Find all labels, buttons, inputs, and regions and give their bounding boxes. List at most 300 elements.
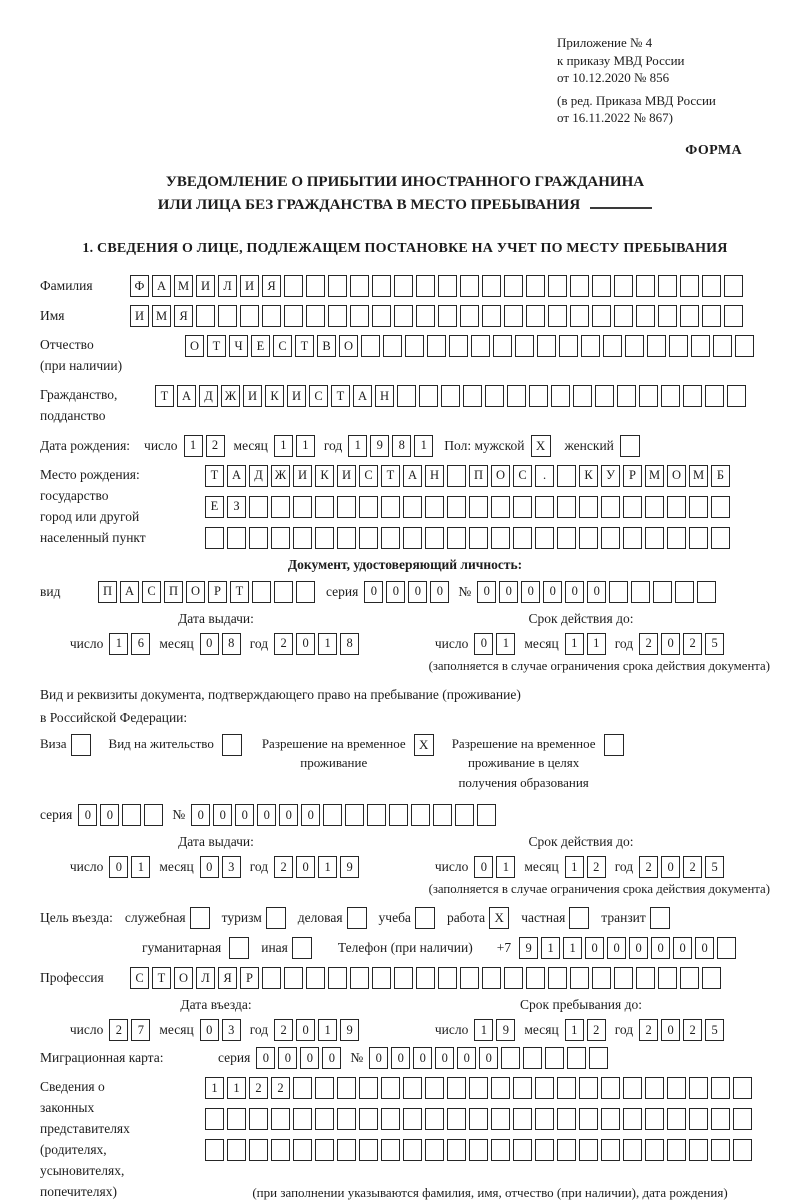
form-cell[interactable]	[411, 804, 430, 826]
form-cell[interactable]	[447, 527, 466, 549]
form-cell[interactable]: О	[491, 465, 510, 487]
form-cell[interactable]	[416, 275, 435, 297]
form-cell[interactable]: 0	[100, 804, 119, 826]
form-cell[interactable]	[535, 1139, 554, 1161]
form-cell[interactable]: А	[120, 581, 139, 603]
form-cell[interactable]	[557, 496, 576, 518]
purpose-study-checkbox[interactable]	[415, 907, 435, 929]
form-cell[interactable]	[645, 1139, 664, 1161]
form-cell[interactable]: 0	[499, 581, 518, 603]
form-cell[interactable]	[557, 1077, 576, 1099]
form-cell[interactable]: 0	[474, 856, 493, 878]
form-cell[interactable]	[573, 385, 592, 407]
form-cell[interactable]: С	[130, 967, 149, 989]
form-cell[interactable]	[609, 581, 628, 603]
form-cell[interactable]	[689, 527, 708, 549]
form-cell[interactable]	[394, 275, 413, 297]
form-cell[interactable]	[359, 527, 378, 549]
form-cell[interactable]	[623, 1077, 642, 1099]
form-cell[interactable]	[469, 496, 488, 518]
form-cell[interactable]	[711, 527, 730, 549]
form-cell[interactable]	[372, 967, 391, 989]
form-cell[interactable]	[416, 967, 435, 989]
purpose-work-checkbox[interactable]: X	[489, 907, 509, 929]
form-cell[interactable]: 9	[519, 937, 538, 959]
form-cell[interactable]	[601, 527, 620, 549]
form-cell[interactable]	[614, 967, 633, 989]
form-cell[interactable]: М	[689, 465, 708, 487]
form-cell[interactable]	[667, 527, 686, 549]
form-cell[interactable]	[296, 581, 315, 603]
form-cell[interactable]	[477, 804, 496, 826]
form-cell[interactable]	[249, 496, 268, 518]
form-cell[interactable]	[350, 967, 369, 989]
form-cell[interactable]: 2	[683, 856, 702, 878]
form-cell[interactable]	[733, 1108, 752, 1130]
form-cell[interactable]	[727, 385, 746, 407]
form-cell[interactable]	[482, 967, 501, 989]
form-cell[interactable]	[713, 335, 732, 357]
form-cell[interactable]: 0	[369, 1047, 388, 1069]
form-cell[interactable]	[205, 1108, 224, 1130]
form-cell[interactable]: И	[243, 385, 262, 407]
form-cell[interactable]	[405, 335, 424, 357]
form-cell[interactable]: 2	[683, 1019, 702, 1041]
visa-checkbox[interactable]	[71, 734, 91, 756]
form-cell[interactable]: 0	[191, 804, 210, 826]
form-cell[interactable]: 1	[565, 1019, 584, 1041]
form-cell[interactable]: 2	[639, 633, 658, 655]
form-cell[interactable]	[205, 527, 224, 549]
form-cell[interactable]	[249, 527, 268, 549]
form-cell[interactable]: 0	[200, 856, 219, 878]
form-cell[interactable]: 1	[318, 633, 337, 655]
form-cell[interactable]	[425, 1077, 444, 1099]
form-cell[interactable]: 2	[109, 1019, 128, 1041]
form-cell[interactable]: Т	[331, 385, 350, 407]
form-cell[interactable]	[425, 1108, 444, 1130]
form-cell[interactable]	[337, 496, 356, 518]
form-cell[interactable]	[345, 804, 364, 826]
form-cell[interactable]: 8	[222, 633, 241, 655]
form-cell[interactable]	[359, 1139, 378, 1161]
form-cell[interactable]: Ж	[271, 465, 290, 487]
form-cell[interactable]	[447, 1139, 466, 1161]
form-cell[interactable]	[359, 1077, 378, 1099]
form-cell[interactable]: 0	[301, 804, 320, 826]
form-cell[interactable]	[491, 527, 510, 549]
form-cell[interactable]: 1	[565, 856, 584, 878]
form-cell[interactable]	[306, 275, 325, 297]
form-cell[interactable]: 1	[109, 633, 128, 655]
form-cell[interactable]: 0	[279, 804, 298, 826]
form-cell[interactable]	[403, 1108, 422, 1130]
form-cell[interactable]	[447, 496, 466, 518]
form-cell[interactable]	[535, 1077, 554, 1099]
form-cell[interactable]	[501, 1047, 520, 1069]
form-cell[interactable]	[523, 1047, 542, 1069]
purpose-private-checkbox[interactable]	[569, 907, 589, 929]
form-cell[interactable]	[579, 1139, 598, 1161]
form-cell[interactable]: 0	[322, 1047, 341, 1069]
form-cell[interactable]: 9	[370, 435, 389, 457]
form-cell[interactable]	[711, 496, 730, 518]
form-cell[interactable]	[551, 385, 570, 407]
form-cell[interactable]	[581, 335, 600, 357]
sex-female-checkbox[interactable]	[620, 435, 640, 457]
form-cell[interactable]	[491, 496, 510, 518]
form-cell[interactable]: 0	[651, 937, 670, 959]
form-cell[interactable]: 1	[184, 435, 203, 457]
form-cell[interactable]	[636, 305, 655, 327]
form-cell[interactable]	[623, 527, 642, 549]
form-cell[interactable]	[469, 1139, 488, 1161]
form-cell[interactable]: 0	[587, 581, 606, 603]
form-cell[interactable]	[614, 275, 633, 297]
form-cell[interactable]: Т	[230, 581, 249, 603]
form-cell[interactable]	[702, 967, 721, 989]
form-cell[interactable]: О	[186, 581, 205, 603]
form-cell[interactable]	[306, 305, 325, 327]
form-cell[interactable]	[293, 1077, 312, 1099]
form-cell[interactable]: О	[174, 967, 193, 989]
form-cell[interactable]: Л	[196, 967, 215, 989]
form-cell[interactable]: И	[287, 385, 306, 407]
form-cell[interactable]: 0	[673, 937, 692, 959]
form-cell[interactable]: П	[164, 581, 183, 603]
form-cell[interactable]: А	[227, 465, 246, 487]
form-cell[interactable]	[645, 496, 664, 518]
form-cell[interactable]	[675, 581, 694, 603]
form-cell[interactable]: 1	[274, 435, 293, 457]
form-cell[interactable]	[227, 1108, 246, 1130]
form-cell[interactable]: 2	[274, 856, 293, 878]
form-cell[interactable]: 0	[695, 937, 714, 959]
form-cell[interactable]	[389, 804, 408, 826]
form-cell[interactable]: 9	[340, 856, 359, 878]
form-cell[interactable]: 0	[256, 1047, 275, 1069]
form-cell[interactable]	[645, 1108, 664, 1130]
form-cell[interactable]	[689, 1108, 708, 1130]
form-cell[interactable]	[724, 275, 743, 297]
purpose-humanitarian-checkbox[interactable]	[229, 937, 249, 959]
form-cell[interactable]: 0	[213, 804, 232, 826]
form-cell[interactable]: Т	[295, 335, 314, 357]
form-cell[interactable]: Т	[207, 335, 226, 357]
form-cell[interactable]: В	[317, 335, 336, 357]
form-cell[interactable]	[122, 804, 141, 826]
form-cell[interactable]: 0	[235, 804, 254, 826]
form-cell[interactable]: Т	[152, 967, 171, 989]
form-cell[interactable]	[240, 305, 259, 327]
form-cell[interactable]	[383, 335, 402, 357]
form-cell[interactable]	[359, 1108, 378, 1130]
form-cell[interactable]: Т	[205, 465, 224, 487]
form-cell[interactable]	[271, 1139, 290, 1161]
form-cell[interactable]	[403, 1139, 422, 1161]
form-cell[interactable]	[271, 1108, 290, 1130]
form-cell[interactable]: 0	[479, 1047, 498, 1069]
form-cell[interactable]: 8	[392, 435, 411, 457]
form-cell[interactable]	[469, 1108, 488, 1130]
form-cell[interactable]	[463, 385, 482, 407]
form-cell[interactable]: 2	[249, 1077, 268, 1099]
form-cell[interactable]: А	[403, 465, 422, 487]
form-cell[interactable]	[471, 335, 490, 357]
form-cell[interactable]	[705, 385, 724, 407]
form-cell[interactable]	[447, 1077, 466, 1099]
form-cell[interactable]: 0	[457, 1047, 476, 1069]
form-cell[interactable]: Р	[208, 581, 227, 603]
form-cell[interactable]: 0	[585, 937, 604, 959]
form-cell[interactable]	[636, 967, 655, 989]
form-cell[interactable]: 0	[543, 581, 562, 603]
form-cell[interactable]	[623, 496, 642, 518]
form-cell[interactable]	[733, 1077, 752, 1099]
form-cell[interactable]	[381, 496, 400, 518]
form-cell[interactable]: 0	[386, 581, 405, 603]
form-cell[interactable]	[667, 1108, 686, 1130]
form-cell[interactable]	[557, 1139, 576, 1161]
form-cell[interactable]: 0	[391, 1047, 410, 1069]
form-cell[interactable]	[315, 1077, 334, 1099]
form-cell[interactable]: 1	[296, 435, 315, 457]
form-cell[interactable]: 0	[364, 581, 383, 603]
form-cell[interactable]: О	[339, 335, 358, 357]
form-cell[interactable]	[601, 496, 620, 518]
form-cell[interactable]	[513, 1108, 532, 1130]
form-cell[interactable]	[711, 1077, 730, 1099]
form-cell[interactable]	[711, 1139, 730, 1161]
form-cell[interactable]: А	[177, 385, 196, 407]
form-cell[interactable]	[350, 305, 369, 327]
form-cell[interactable]	[691, 335, 710, 357]
form-cell[interactable]	[438, 305, 457, 327]
form-cell[interactable]: 2	[587, 1019, 606, 1041]
form-cell[interactable]	[262, 967, 281, 989]
form-cell[interactable]	[403, 527, 422, 549]
form-cell[interactable]	[601, 1108, 620, 1130]
form-cell[interactable]	[433, 804, 452, 826]
form-cell[interactable]	[711, 1108, 730, 1130]
form-cell[interactable]: И	[240, 275, 259, 297]
form-cell[interactable]: 0	[477, 581, 496, 603]
form-cell[interactable]	[717, 937, 736, 959]
form-cell[interactable]: .	[535, 465, 554, 487]
form-cell[interactable]: К	[579, 465, 598, 487]
form-cell[interactable]: Н	[375, 385, 394, 407]
form-cell[interactable]: С	[513, 465, 532, 487]
form-cell[interactable]	[469, 527, 488, 549]
form-cell[interactable]	[359, 496, 378, 518]
form-cell[interactable]	[548, 275, 567, 297]
form-cell[interactable]	[504, 275, 523, 297]
form-cell[interactable]	[667, 496, 686, 518]
form-cell[interactable]	[592, 275, 611, 297]
form-cell[interactable]	[614, 305, 633, 327]
form-cell[interactable]	[702, 305, 721, 327]
form-cell[interactable]: С	[142, 581, 161, 603]
form-cell[interactable]	[529, 385, 548, 407]
form-cell[interactable]	[403, 496, 422, 518]
form-cell[interactable]: 1	[414, 435, 433, 457]
form-cell[interactable]	[447, 465, 466, 487]
form-cell[interactable]	[513, 496, 532, 518]
form-cell[interactable]	[227, 1139, 246, 1161]
form-cell[interactable]	[315, 496, 334, 518]
form-cell[interactable]	[589, 1047, 608, 1069]
form-cell[interactable]	[504, 305, 523, 327]
form-cell[interactable]: 1	[496, 633, 515, 655]
form-cell[interactable]	[274, 581, 293, 603]
form-cell[interactable]	[425, 496, 444, 518]
form-cell[interactable]	[592, 305, 611, 327]
form-cell[interactable]: 0	[200, 633, 219, 655]
form-cell[interactable]: Р	[623, 465, 642, 487]
form-cell[interactable]	[460, 275, 479, 297]
form-cell[interactable]: 0	[661, 633, 680, 655]
form-cell[interactable]: К	[315, 465, 334, 487]
form-cell[interactable]	[595, 385, 614, 407]
form-cell[interactable]: 0	[435, 1047, 454, 1069]
form-cell[interactable]	[735, 335, 754, 357]
form-cell[interactable]	[647, 335, 666, 357]
form-cell[interactable]: 0	[109, 856, 128, 878]
sex-male-checkbox[interactable]: X	[531, 435, 551, 457]
temp-residence-checkbox[interactable]: X	[414, 734, 434, 756]
form-cell[interactable]	[337, 1077, 356, 1099]
form-cell[interactable]	[526, 305, 545, 327]
form-cell[interactable]	[680, 967, 699, 989]
form-cell[interactable]	[350, 275, 369, 297]
form-cell[interactable]: Ф	[130, 275, 149, 297]
form-cell[interactable]	[515, 335, 534, 357]
form-cell[interactable]: 2	[683, 633, 702, 655]
form-cell[interactable]	[425, 1139, 444, 1161]
form-cell[interactable]	[361, 335, 380, 357]
form-cell[interactable]	[733, 1139, 752, 1161]
form-cell[interactable]	[381, 1077, 400, 1099]
form-cell[interactable]: Д	[199, 385, 218, 407]
purpose-transit-checkbox[interactable]	[650, 907, 670, 929]
form-cell[interactable]	[438, 967, 457, 989]
form-cell[interactable]	[504, 967, 523, 989]
form-cell[interactable]	[683, 385, 702, 407]
form-cell[interactable]	[447, 1108, 466, 1130]
form-cell[interactable]: 0	[300, 1047, 319, 1069]
form-cell[interactable]	[513, 1139, 532, 1161]
form-cell[interactable]: 1	[563, 937, 582, 959]
form-cell[interactable]	[328, 305, 347, 327]
form-cell[interactable]	[570, 275, 589, 297]
form-cell[interactable]	[144, 804, 163, 826]
form-cell[interactable]: У	[601, 465, 620, 487]
form-cell[interactable]: 0	[565, 581, 584, 603]
form-cell[interactable]	[526, 967, 545, 989]
form-cell[interactable]: 0	[430, 581, 449, 603]
form-cell[interactable]	[485, 385, 504, 407]
form-cell[interactable]: 7	[131, 1019, 150, 1041]
form-cell[interactable]	[449, 335, 468, 357]
form-cell[interactable]: 2	[271, 1077, 290, 1099]
purpose-tourism-checkbox[interactable]	[266, 907, 286, 929]
form-cell[interactable]	[337, 1139, 356, 1161]
form-cell[interactable]	[482, 305, 501, 327]
form-cell[interactable]	[218, 305, 237, 327]
form-cell[interactable]	[491, 1139, 510, 1161]
form-cell[interactable]	[227, 527, 246, 549]
form-cell[interactable]: 0	[296, 633, 315, 655]
form-cell[interactable]	[271, 527, 290, 549]
form-cell[interactable]	[623, 1139, 642, 1161]
form-cell[interactable]: 9	[340, 1019, 359, 1041]
form-cell[interactable]: 3	[222, 1019, 241, 1041]
form-cell[interactable]	[315, 527, 334, 549]
form-cell[interactable]	[645, 527, 664, 549]
form-cell[interactable]	[284, 275, 303, 297]
form-cell[interactable]: Н	[425, 465, 444, 487]
form-cell[interactable]: М	[152, 305, 171, 327]
form-cell[interactable]: 0	[413, 1047, 432, 1069]
form-cell[interactable]	[567, 1047, 586, 1069]
form-cell[interactable]	[667, 1077, 686, 1099]
form-cell[interactable]: 1	[541, 937, 560, 959]
form-cell[interactable]	[394, 305, 413, 327]
purpose-other-checkbox[interactable]	[292, 937, 312, 959]
form-cell[interactable]: О	[185, 335, 204, 357]
form-cell[interactable]: И	[337, 465, 356, 487]
form-cell[interactable]	[381, 1108, 400, 1130]
form-cell[interactable]: 1	[587, 633, 606, 655]
form-cell[interactable]: 0	[607, 937, 626, 959]
form-cell[interactable]	[293, 1139, 312, 1161]
form-cell[interactable]: 1	[131, 856, 150, 878]
form-cell[interactable]	[548, 967, 567, 989]
form-cell[interactable]: 0	[661, 1019, 680, 1041]
form-cell[interactable]: З	[227, 496, 246, 518]
form-cell[interactable]: 6	[131, 633, 150, 655]
form-cell[interactable]	[579, 527, 598, 549]
form-cell[interactable]: 0	[296, 856, 315, 878]
form-cell[interactable]	[537, 335, 556, 357]
form-cell[interactable]	[625, 335, 644, 357]
form-cell[interactable]: Л	[218, 275, 237, 297]
form-cell[interactable]	[653, 581, 672, 603]
form-cell[interactable]	[570, 305, 589, 327]
form-cell[interactable]	[249, 1139, 268, 1161]
form-cell[interactable]	[680, 275, 699, 297]
form-cell[interactable]: 1	[227, 1077, 246, 1099]
form-cell[interactable]	[661, 385, 680, 407]
form-cell[interactable]	[315, 1139, 334, 1161]
form-cell[interactable]	[419, 385, 438, 407]
form-cell[interactable]: М	[645, 465, 664, 487]
form-cell[interactable]	[284, 967, 303, 989]
form-cell[interactable]	[557, 465, 576, 487]
form-cell[interactable]	[507, 385, 526, 407]
form-cell[interactable]	[623, 1108, 642, 1130]
form-cell[interactable]: С	[309, 385, 328, 407]
form-cell[interactable]	[252, 581, 271, 603]
form-cell[interactable]	[337, 527, 356, 549]
form-cell[interactable]	[205, 1139, 224, 1161]
form-cell[interactable]	[513, 527, 532, 549]
form-cell[interactable]	[438, 275, 457, 297]
form-cell[interactable]	[617, 385, 636, 407]
form-cell[interactable]	[579, 496, 598, 518]
form-cell[interactable]: П	[469, 465, 488, 487]
form-cell[interactable]: 2	[206, 435, 225, 457]
